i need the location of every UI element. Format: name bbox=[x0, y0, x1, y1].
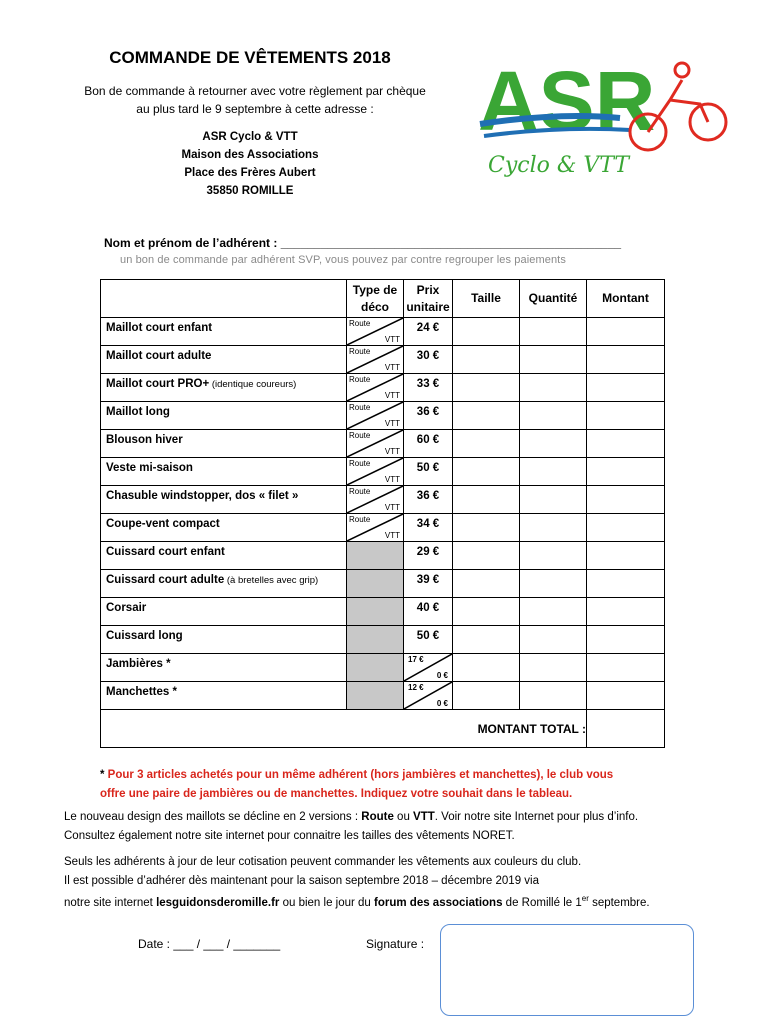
quantity-cell[interactable] bbox=[520, 514, 587, 542]
amount-cell[interactable] bbox=[587, 654, 665, 682]
deco-choice-cell[interactable] bbox=[347, 514, 404, 542]
deco-na-cell bbox=[347, 626, 404, 654]
route-option[interactable]: Route bbox=[349, 515, 371, 524]
deco-choice-cell[interactable] bbox=[347, 346, 404, 374]
deco-na-cell bbox=[347, 654, 404, 682]
size-cell[interactable] bbox=[453, 346, 520, 374]
size-cell[interactable] bbox=[453, 598, 520, 626]
page-title: COMMANDE DE VÊTEMENTS 2018 bbox=[109, 48, 391, 67]
deco-choice-cell[interactable] bbox=[347, 458, 404, 486]
header-deco: Type de déco bbox=[347, 280, 404, 318]
quantity-cell[interactable] bbox=[520, 402, 587, 430]
unit-price[interactable] bbox=[404, 654, 453, 682]
header-size: Taille bbox=[453, 280, 520, 318]
table-row bbox=[101, 626, 665, 654]
date-field[interactable]: Date : ___ / ___ / _______ bbox=[138, 937, 281, 951]
logo-sub-text: Cyclo & VTT bbox=[488, 153, 630, 178]
size-cell[interactable] bbox=[453, 486, 520, 514]
total-label: MONTANT TOTAL : bbox=[101, 710, 587, 748]
vtt-option[interactable]: VTT bbox=[384, 503, 400, 512]
quantity-cell[interactable] bbox=[520, 430, 587, 458]
price-free: 0 € bbox=[436, 671, 448, 680]
deco-choice-cell[interactable] bbox=[347, 374, 404, 402]
unit-price: 50 € bbox=[404, 458, 453, 486]
quantity-cell[interactable] bbox=[520, 346, 587, 374]
table-row bbox=[101, 654, 665, 682]
size-cell[interactable] bbox=[453, 626, 520, 654]
amount-cell[interactable] bbox=[587, 430, 665, 458]
size-cell[interactable] bbox=[453, 542, 520, 570]
item-name: Blouson hiver bbox=[101, 430, 347, 458]
address-line-2: Maison des Associations bbox=[181, 149, 319, 161]
size-cell[interactable] bbox=[453, 374, 520, 402]
unit-price: 39 € bbox=[404, 570, 453, 598]
amount-cell[interactable] bbox=[587, 458, 665, 486]
table-row bbox=[101, 318, 665, 346]
price-free: 0 € bbox=[436, 699, 448, 708]
item-name: Maillot court adulte bbox=[101, 346, 347, 374]
quantity-cell[interactable] bbox=[520, 654, 587, 682]
price-paid: 17 € bbox=[408, 655, 424, 664]
item-name: Corsair bbox=[101, 598, 347, 626]
table-row bbox=[101, 514, 665, 542]
amount-cell[interactable] bbox=[587, 542, 665, 570]
route-option[interactable]: Route bbox=[349, 347, 371, 356]
item-name: Maillot long bbox=[101, 402, 347, 430]
item-name: Manchettes * bbox=[101, 682, 347, 710]
total-amount-cell[interactable] bbox=[587, 710, 665, 748]
amount-cell[interactable] bbox=[587, 374, 665, 402]
signature-label: Signature : bbox=[366, 937, 425, 951]
quantity-cell[interactable] bbox=[520, 318, 587, 346]
promo-note: * Pour 3 articles achetés pour un même adhérent (hors jambières et manchettes), le club vous offre une paire de jambières ou de manchettes. Indiquez votre souhait dans le tableau. bbox=[100, 769, 614, 800]
quantity-cell[interactable] bbox=[520, 570, 587, 598]
quantity-cell[interactable] bbox=[520, 486, 587, 514]
address-line-4: 35850 ROMILLE bbox=[206, 185, 294, 197]
asr-logo bbox=[470, 52, 740, 192]
table-header-row bbox=[101, 280, 665, 318]
table-row bbox=[101, 458, 665, 486]
unit-price: 34 € bbox=[404, 514, 453, 542]
member-note: un bon de commande par adhérent SVP, vous pouvez par contre regrouper les paiements bbox=[120, 254, 566, 266]
size-cell[interactable] bbox=[453, 318, 520, 346]
table-row bbox=[101, 486, 665, 514]
deco-choice-cell[interactable] bbox=[347, 318, 404, 346]
route-option[interactable]: Route bbox=[349, 431, 371, 440]
table-row bbox=[101, 430, 665, 458]
header-qty: Quantité bbox=[520, 280, 587, 318]
size-cell[interactable] bbox=[453, 654, 520, 682]
deco-na-cell bbox=[347, 682, 404, 710]
size-cell[interactable] bbox=[453, 458, 520, 486]
address-line-3: Place des Frères Aubert bbox=[184, 167, 316, 179]
route-option[interactable]: Route bbox=[349, 459, 371, 468]
quantity-cell[interactable] bbox=[520, 626, 587, 654]
vtt-option[interactable]: VTT bbox=[384, 447, 400, 456]
deco-choice-cell[interactable] bbox=[347, 430, 404, 458]
amount-cell[interactable] bbox=[587, 318, 665, 346]
vtt-option[interactable]: VTT bbox=[384, 363, 400, 372]
size-cell[interactable] bbox=[453, 430, 520, 458]
quantity-cell[interactable] bbox=[520, 374, 587, 402]
table-row bbox=[101, 346, 665, 374]
vtt-option[interactable]: VTT bbox=[384, 419, 400, 428]
vtt-option[interactable]: VTT bbox=[384, 391, 400, 400]
table-row bbox=[101, 374, 665, 402]
logo-rider-head bbox=[675, 63, 689, 77]
unit-price: 50 € bbox=[404, 626, 453, 654]
design-paragraph: Le nouveau design des maillots se décline en 2 versions : Route ou VTT. Voir notre site Internet pour plus d’info. Consultez également notre site internet pour connaitre les tailles des vêtements NORET. bbox=[64, 811, 639, 842]
intro-line-1: Bon de commande à retourner avec votre règlement par chèque bbox=[84, 84, 426, 98]
deco-choice-cell[interactable] bbox=[347, 402, 404, 430]
item-name: Cuissard court adulte (à bretelles avec grip) bbox=[101, 570, 347, 598]
amount-cell[interactable] bbox=[587, 486, 665, 514]
intro-line-2: au plus tard le 9 septembre à cette adresse : bbox=[136, 102, 374, 116]
item-name: Cuissard court enfant bbox=[101, 542, 347, 570]
size-cell[interactable] bbox=[453, 570, 520, 598]
header-price: Prix unitaire bbox=[404, 280, 453, 318]
quantity-cell[interactable] bbox=[520, 458, 587, 486]
unit-price: 30 € bbox=[404, 346, 453, 374]
item-name: Chasuble windstopper, dos « filet » bbox=[101, 486, 347, 514]
table-row bbox=[101, 570, 665, 598]
header-amount: Montant bbox=[587, 280, 665, 318]
deco-na-cell bbox=[347, 542, 404, 570]
item-name: Coupe-vent compact bbox=[101, 514, 347, 542]
header-item bbox=[101, 280, 347, 318]
logo-main-text: ASR bbox=[478, 54, 656, 148]
unit-price: 24 € bbox=[404, 318, 453, 346]
item-name: Maillot court PRO+ (identique coureurs) bbox=[101, 374, 347, 402]
vtt-option[interactable]: VTT bbox=[384, 475, 400, 484]
deco-na-cell bbox=[347, 598, 404, 626]
vtt-option[interactable]: VTT bbox=[384, 531, 400, 540]
unit-price: 36 € bbox=[404, 402, 453, 430]
table-row bbox=[101, 682, 665, 710]
unit-price[interactable] bbox=[404, 682, 453, 710]
amount-cell[interactable] bbox=[587, 598, 665, 626]
amount-cell[interactable] bbox=[587, 626, 665, 654]
member-name-field[interactable]: Nom et prénom de l’adhérent : ___________________________________________________ bbox=[104, 236, 622, 250]
size-cell[interactable] bbox=[453, 514, 520, 542]
membership-paragraph: Seuls les adhérents à jour de leur cotisation peuvent commander les vêtements aux couleurs du club. Il est possible d’adhérer dès maintenant pour la saison septembre 2018 – décembre 2019 via notre site internet lesguidonsderomille.fr ou bien le jour du forum des associations de Romillé le 1er septembre. bbox=[64, 856, 650, 909]
table-row bbox=[101, 598, 665, 626]
route-option[interactable]: Route bbox=[349, 319, 371, 328]
amount-cell[interactable] bbox=[587, 514, 665, 542]
route-option[interactable]: Route bbox=[349, 487, 371, 496]
table-row bbox=[101, 542, 665, 570]
deco-choice-cell[interactable] bbox=[347, 486, 404, 514]
quantity-cell[interactable] bbox=[520, 598, 587, 626]
quantity-cell[interactable] bbox=[520, 682, 587, 710]
item-name: Maillot court enfant bbox=[101, 318, 347, 346]
signature-box[interactable] bbox=[440, 924, 694, 1016]
unit-price: 33 € bbox=[404, 374, 453, 402]
unit-price: 36 € bbox=[404, 486, 453, 514]
order-table bbox=[100, 279, 665, 748]
route-option[interactable]: Route bbox=[349, 375, 371, 384]
size-cell[interactable] bbox=[453, 682, 520, 710]
size-cell[interactable] bbox=[453, 402, 520, 430]
item-name: Cuissard long bbox=[101, 626, 347, 654]
total-row bbox=[101, 710, 665, 748]
table-row bbox=[101, 402, 665, 430]
deco-na-cell bbox=[347, 570, 404, 598]
unit-price: 60 € bbox=[404, 430, 453, 458]
item-name: Veste mi-saison bbox=[101, 458, 347, 486]
amount-cell[interactable] bbox=[587, 402, 665, 430]
amount-cell[interactable] bbox=[587, 570, 665, 598]
vtt-option[interactable]: VTT bbox=[384, 335, 400, 344]
unit-price: 40 € bbox=[404, 598, 453, 626]
amount-cell[interactable] bbox=[587, 682, 665, 710]
quantity-cell[interactable] bbox=[520, 542, 587, 570]
item-name: Jambières * bbox=[101, 654, 347, 682]
address-line-1: ASR Cyclo & VTT bbox=[202, 131, 298, 143]
price-paid: 12 € bbox=[408, 683, 424, 692]
unit-price: 29 € bbox=[404, 542, 453, 570]
route-option[interactable]: Route bbox=[349, 403, 371, 412]
amount-cell[interactable] bbox=[587, 346, 665, 374]
